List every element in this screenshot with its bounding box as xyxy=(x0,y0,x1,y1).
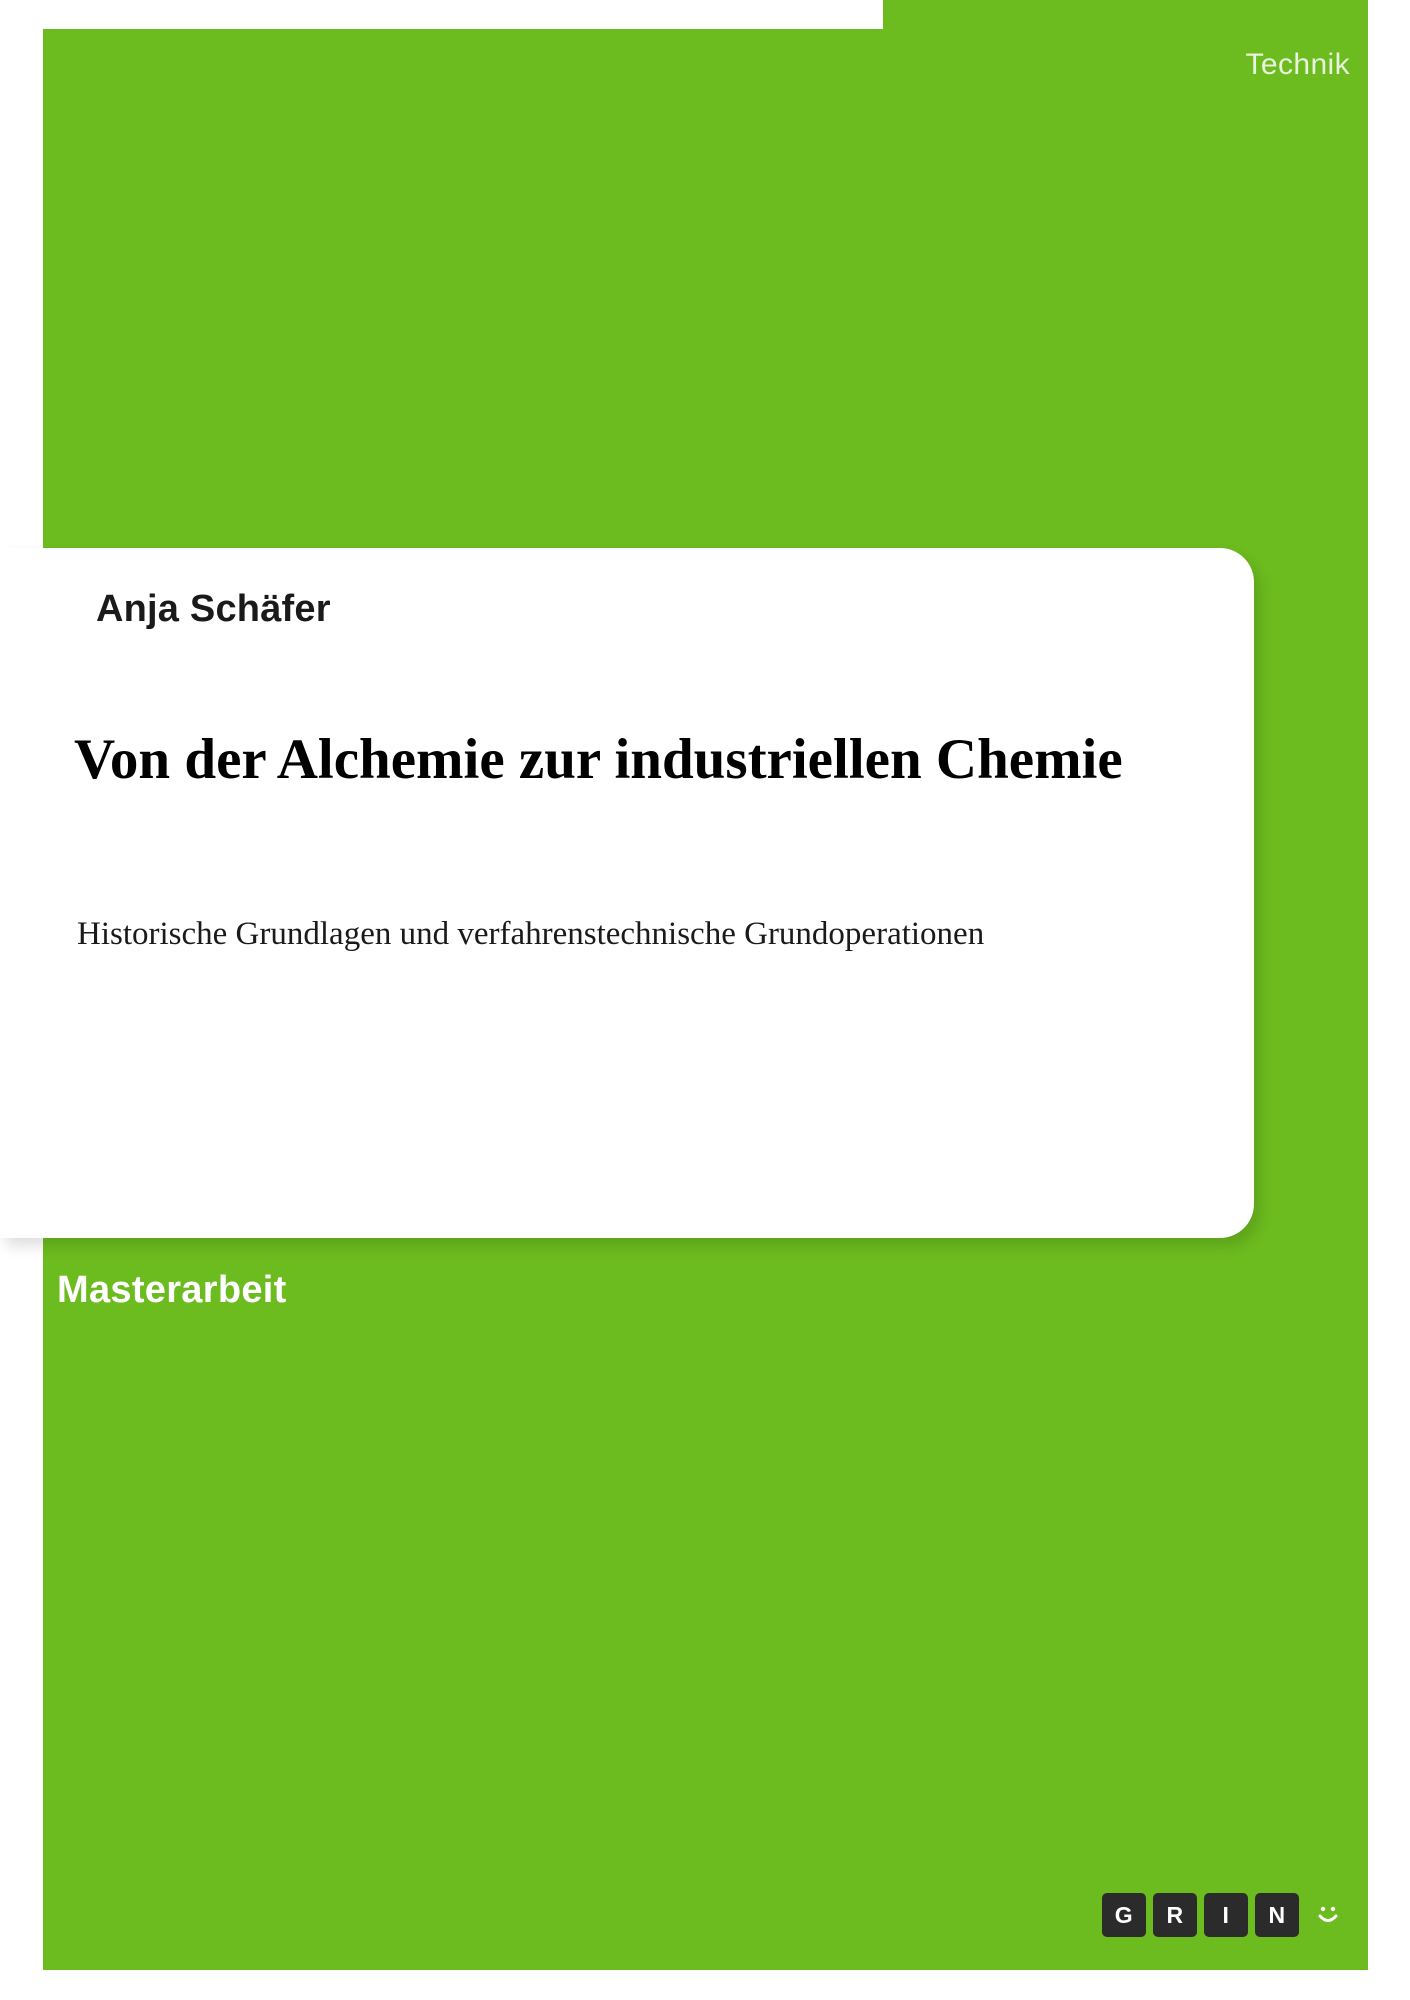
author-name: Anja Schäfer xyxy=(96,588,331,630)
page-subtitle: Historische Grundlagen und verfahrenstechnische Grundoperationen xyxy=(77,916,985,952)
category-label: Technik xyxy=(1245,48,1350,81)
grin-publisher-logo xyxy=(1102,1893,1350,1937)
logo-letter-i: I xyxy=(1204,1893,1248,1937)
document-type-label: Masterarbeit xyxy=(57,1269,287,1311)
title-card xyxy=(0,548,1254,1238)
logo-letter-n: N xyxy=(1255,1893,1299,1937)
logo-letter-r: R xyxy=(1153,1893,1197,1937)
logo-letter-g: G xyxy=(1102,1893,1146,1937)
smiley-icon xyxy=(1306,1893,1350,1937)
page-title: Von der Alchemie zur industriellen Chemie xyxy=(74,728,1123,791)
